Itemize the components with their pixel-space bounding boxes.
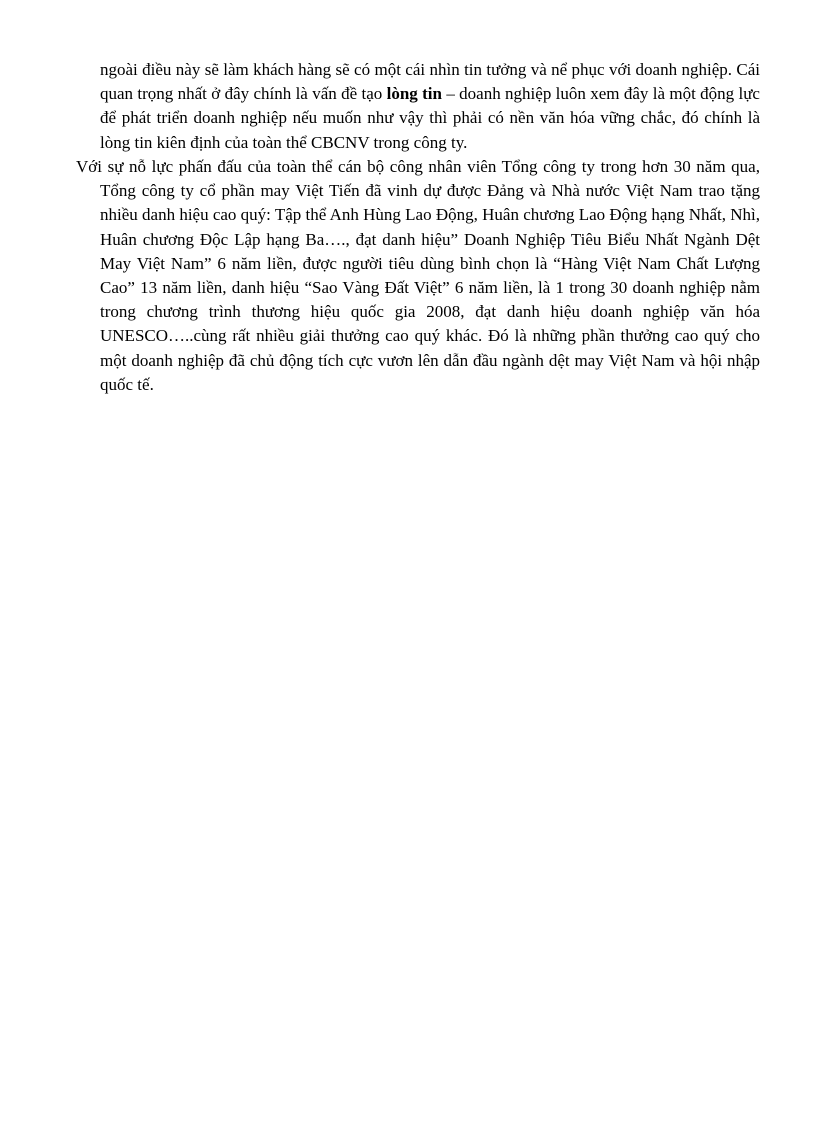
- paragraph-trust: [100, 58, 760, 155]
- paragraph-achievements-body: 30 năm qua, Tổng công ty cổ phần may Việt Tiến đã vinh dự được Đảng và Nhà nước Việt Nam trao tặng nhiều danh hiệu cao quý: Tập thể Anh Hùng Lao Động, Huân chương Lao Động hạng Nhất, Nhì, Huân chương Độc Lập hạng Ba…., đạt danh hiệu” Doanh Nghiệp Tiêu Biểu Nhất Ngành Dệt May Việt Nam” 6 năm liền, được người tiêu dùng bình chọn là “Hàng Việt Nam Chất Lượng Cao” 13 năm liền, danh hiệu “Sao Vàng Đất Việt” 6 năm liền, là 1 trong 30 doanh nghiệp nằm trong chương trình thương hiệu quốc gia 2008, đạt danh hiệu doanh nghiệp văn hóa UNESCO…..cùng rất nhiều giải thưởng cao quý khác. Đó là những phần thưởng cao quý cho một doanh nghiệp đã chủ động tích cực vươn lên dẫn đầu ngành dệt may Việt Nam và hội nhập quốc tế.: [100, 157, 760, 394]
- paragraph-achievements: [76, 155, 760, 397]
- paragraph-trust-text-start: ngoài điều này sẽ làm khách hàng sẽ có một cái nhìn tin tưởng và nể phục với doanh nghiệp. Cái quan trọng nhất ở đây chính là vấn đề tạo: [100, 60, 760, 104]
- paragraph-trust-bold-term: lòng tin: [386, 84, 442, 104]
- paragraph-trust-text-end: – doanh nghiệp luôn xem đây là một động lực để phát triển doanh nghiệp nếu muốn như vậy thì phải có nền văn hóa vững chắc, đó chính là lòng tin kiên định của toàn thể CBCNV trong công ty.: [100, 84, 760, 152]
- paragraph-achievements-first-line: Với sự nỗ lực phấn đấu của toàn thể cán bộ công nhân viên Tổng công ty trong hơn: [76, 157, 669, 176]
